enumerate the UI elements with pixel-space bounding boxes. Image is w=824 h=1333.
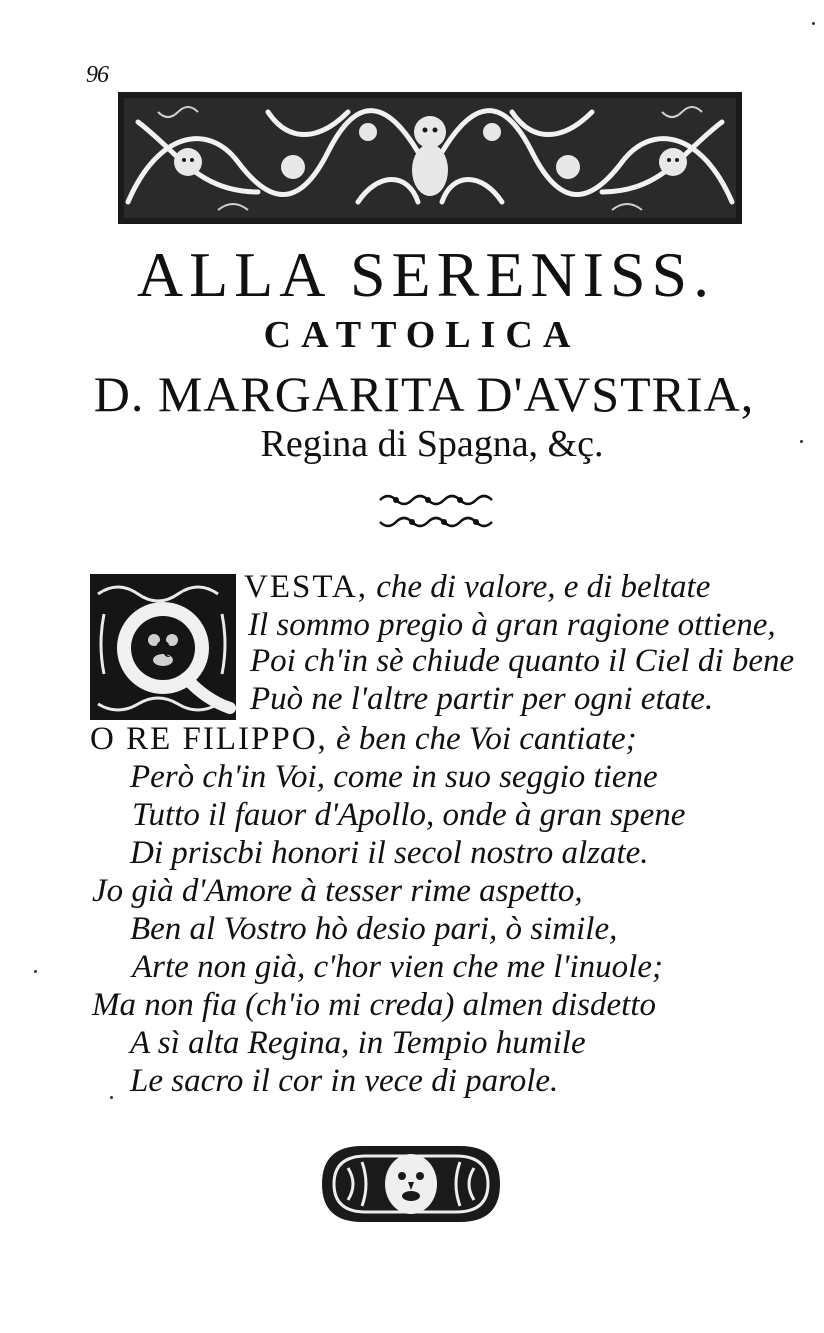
poem-line-text: è ben che Voi cantiate; (327, 721, 637, 757)
poem-line (132, 948, 663, 986)
headpiece-ornament (118, 92, 742, 224)
poem-line (248, 606, 776, 644)
poem-line (90, 720, 637, 758)
scan-speck (110, 1096, 113, 1099)
poem-line-lead: O RE FILIPPO, (90, 721, 328, 757)
poem-line (130, 1024, 586, 1062)
poem-line (92, 986, 656, 1024)
poem-line-text: Ben al Vostro hò desio pari, ò simile, (130, 911, 618, 947)
poem-line (132, 796, 685, 834)
poem-line (92, 872, 583, 910)
poem-line-text: Poi ch'in sè chiude quanto il Ciel di bene (250, 643, 795, 679)
poem-line-text: A sì alta Regina, in Tempio humile (130, 1025, 586, 1061)
poem-line-text: Ma non fia (ch'io mi creda) almen disdetto (92, 987, 656, 1023)
poem-line-text: Arte non già, c'hor vien che me l'inuole; (132, 949, 663, 985)
dedication-title: ALLA SERENISS. (136, 239, 716, 310)
poem-line-text: Il sommo pregio à gran ragione ottiene, (248, 607, 776, 643)
poem-line-text: Le sacro il cor in vece di parole. (130, 1063, 559, 1099)
poem-line-text: Può ne l'altre partir per ogni etate. (250, 681, 714, 717)
poem-line-lead: VESTA, (244, 569, 368, 605)
dedication-subtitle: CATTOLICA (263, 314, 581, 356)
poem-line-text: Di priscbi honori il secol nostro alzate. (130, 835, 649, 871)
poem-line-text: Jo già d'Amore à tesser rime aspetto, (92, 873, 583, 909)
poem-line (130, 758, 658, 796)
tailpiece-ornament (312, 1138, 510, 1230)
page-number: 96 (86, 62, 108, 88)
poem-line-text: Però ch'in Voi, come in suo seggio tiene (130, 759, 658, 795)
poem-line (130, 834, 649, 872)
poem-line (250, 680, 713, 718)
drop-cap-letter: Q (155, 637, 171, 659)
scan-speck (34, 970, 37, 973)
poem-line-text: Tutto il fauor d'Apollo, onde à gran spene (132, 797, 686, 833)
poem-line (244, 568, 710, 606)
poem-line-text: che di valore, e di beltate (367, 569, 711, 605)
drop-cap-initial (90, 574, 236, 720)
dedicatee-name: D. MARGARITA D'AVSTRIA, (93, 366, 755, 422)
scan-speck (800, 440, 803, 443)
fleuron-divider-ornament (374, 490, 494, 532)
poem-line (130, 910, 617, 948)
scan-speck (812, 22, 815, 25)
poem-line (250, 642, 794, 680)
poem-line (130, 1062, 558, 1100)
dedicatee-title: Regina di Spagna, &ç. (260, 423, 604, 465)
